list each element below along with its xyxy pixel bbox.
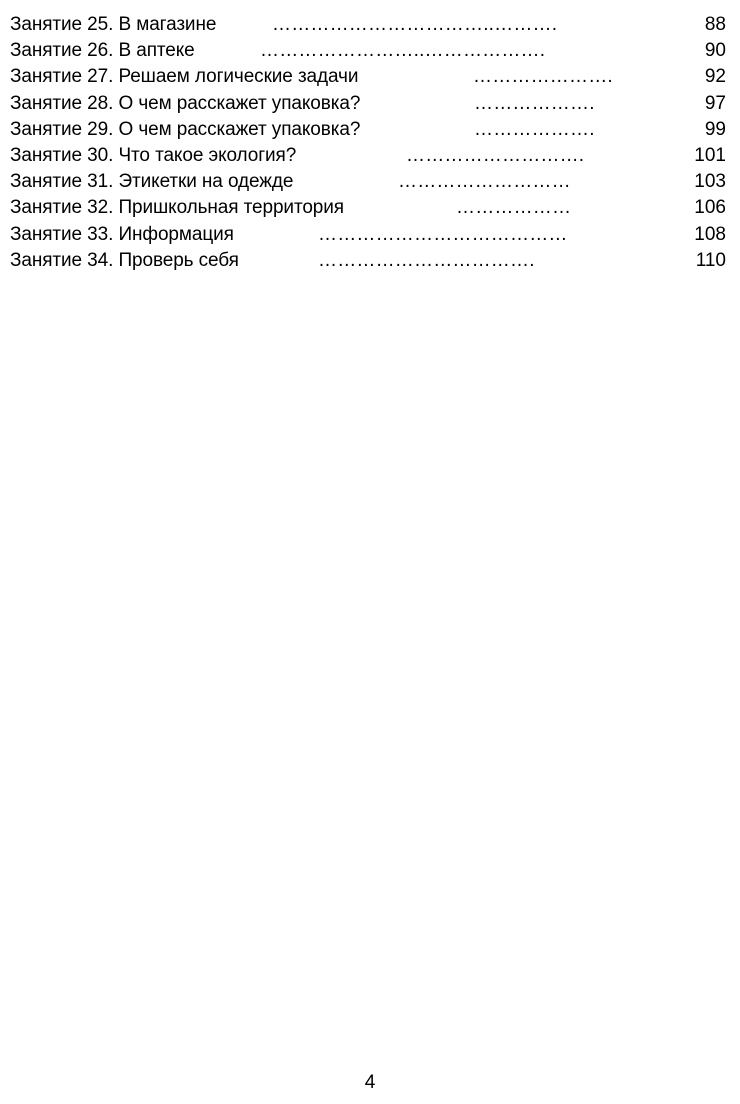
toc-entry-page: 99 — [704, 118, 726, 140]
toc-entry-page: 90 — [704, 40, 726, 62]
table-of-contents — [10, 12, 726, 274]
toc-entry-page: 88 — [704, 14, 726, 35]
toc-entry-leader: ………………………………… — [318, 223, 568, 245]
toc-entry-leader: ……………… — [456, 197, 572, 219]
toc-entry — [10, 38, 726, 64]
toc-entry — [10, 169, 726, 195]
toc-entry-page: 110 — [695, 249, 726, 271]
toc-entry-title: Занятие 26. В аптеке — [10, 40, 195, 62]
toc-entry-title: Занятие 33. Информация — [10, 223, 234, 245]
toc-entry-title: Занятие 25. В магазине — [10, 14, 217, 35]
toc-entry-title: Занятие 28. О чем расскажет упаковка? — [10, 92, 361, 114]
toc-entry-title: Занятие 30. Что такое экология? — [10, 144, 297, 166]
toc-entry — [10, 222, 726, 248]
toc-entry-leader: ……………………..………………. — [260, 40, 546, 62]
toc-entry-leader: ……………………… — [398, 171, 571, 193]
toc-entry-page: 103 — [694, 171, 726, 193]
toc-entry — [10, 91, 726, 117]
toc-entry-title: Занятие 29. О чем расскажет упаковка? — [10, 118, 361, 140]
toc-entry — [10, 195, 726, 221]
toc-entry — [10, 12, 726, 38]
toc-entry-leader: ………………. — [474, 92, 595, 114]
toc-entry-leader: ………………………. — [406, 144, 585, 166]
toc-entry-leader: …………………. — [473, 66, 613, 88]
toc-entry-leader: ……………………………. — [318, 249, 535, 271]
toc-entry-title: Занятие 34. Проверь себя — [10, 249, 239, 271]
toc-entry-page: 92 — [704, 66, 726, 88]
toc-entry — [10, 143, 726, 169]
toc-entry — [10, 64, 726, 90]
toc-entry-leader: ………………. — [474, 118, 595, 140]
toc-entry-page: 106 — [694, 197, 726, 219]
toc-entry-leader: ……………………………..………. — [272, 14, 558, 35]
toc-entry-page: 97 — [704, 92, 726, 114]
toc-entry-title: Занятие 32. Пришкольная территория — [10, 197, 344, 219]
toc-entry-title: Занятие 27. Решаем логические задачи — [10, 66, 359, 88]
toc-entry-page: 101 — [694, 144, 726, 166]
toc-entry — [10, 248, 726, 274]
page-number: 4 — [364, 1072, 376, 1093]
toc-entry-page: 108 — [694, 223, 726, 245]
toc-entry-title: Занятие 31. Этикетки на одежде — [10, 171, 294, 193]
toc-entry — [10, 117, 726, 143]
